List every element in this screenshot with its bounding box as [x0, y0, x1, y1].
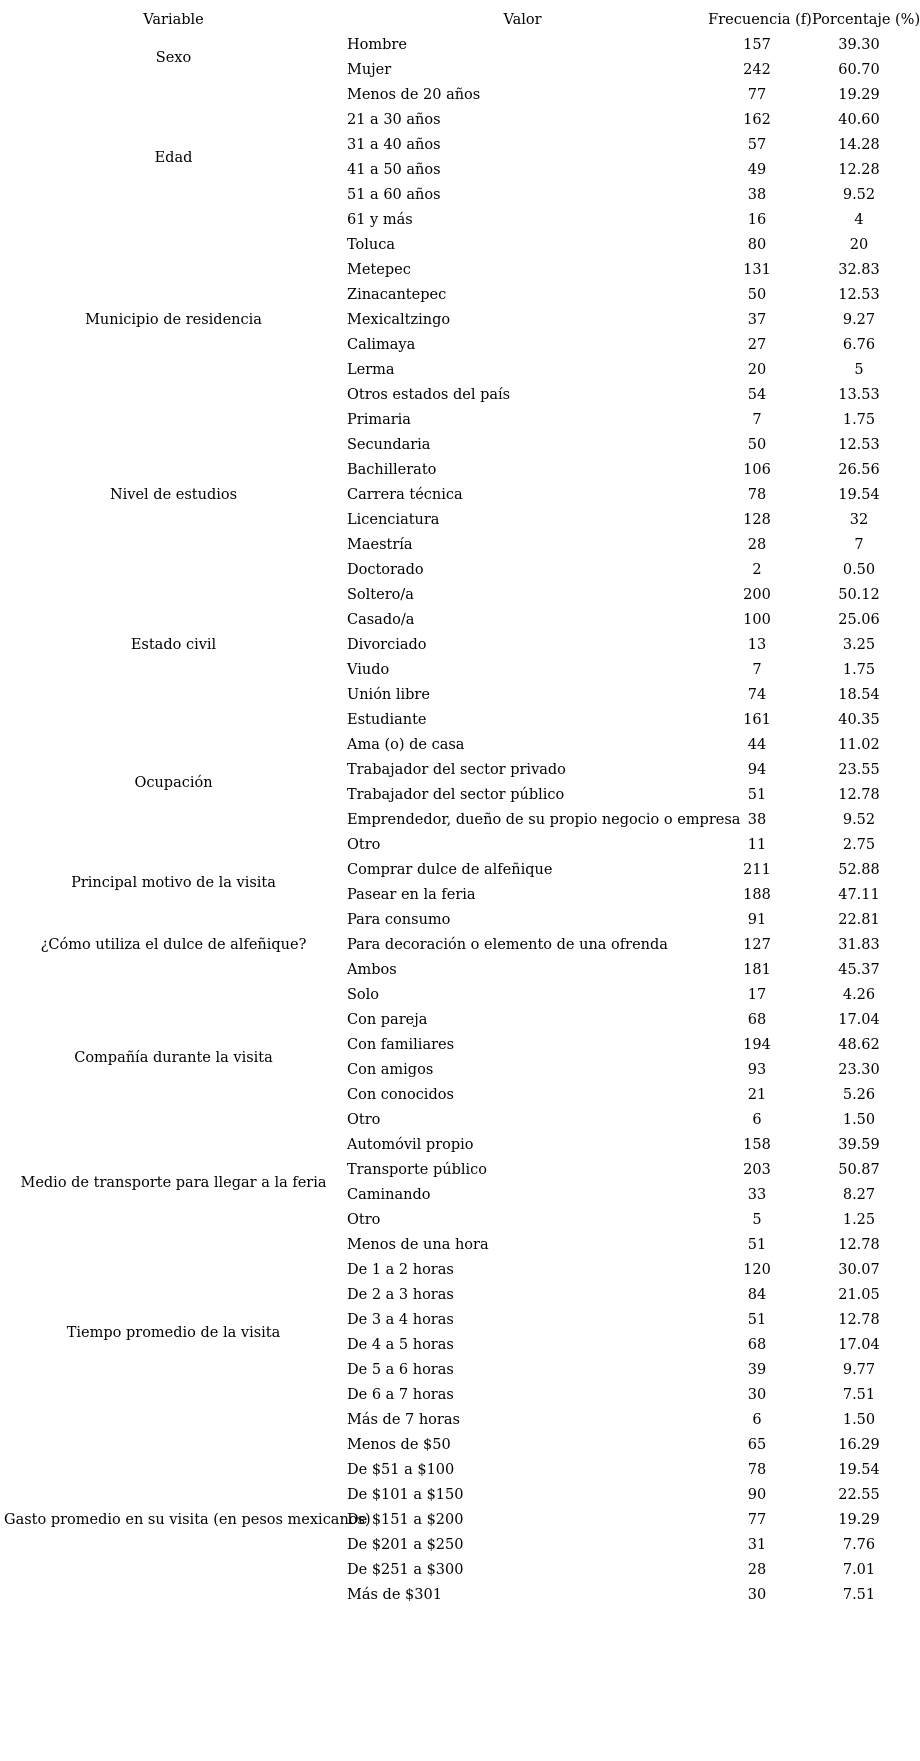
valor-cell: Menos de 20 años — [347, 87, 481, 103]
porcentaje-cell: 9.52 — [842, 812, 876, 828]
porcentaje-cell: 1.50 — [842, 1412, 876, 1428]
porcentaje-cell: 4 — [854, 212, 864, 228]
valor-cell: Licenciatura — [347, 512, 440, 528]
header-porcentaje: Porcentaje (%) — [812, 12, 920, 28]
table-row — [4, 1433, 906, 1458]
porcentaje-cell: 1.75 — [842, 412, 876, 428]
porcentaje-cell: 32.83 — [838, 262, 880, 278]
frecuencia-cell: 39 — [747, 1362, 767, 1378]
frecuencia-cell: 17 — [747, 987, 767, 1003]
porcentaje-cell: 12.28 — [838, 162, 880, 178]
table-body — [4, 33, 906, 1608]
valor-cell: 61 y más — [347, 212, 413, 228]
frecuencia-cell: 13 — [747, 637, 767, 653]
porcentaje-cell: 12.78 — [838, 1237, 880, 1253]
frecuencia-cell: 161 — [743, 712, 771, 728]
valor-cell: Mexicaltzingo — [347, 312, 451, 328]
porcentaje-cell: 7.76 — [842, 1537, 876, 1553]
frecuencia-cell: 7 — [752, 662, 762, 678]
frecuencia-cell: 6 — [752, 1112, 762, 1128]
valor-cell: De 5 a 6 horas — [347, 1362, 454, 1378]
valor-cell: Soltero/a — [347, 587, 414, 603]
porcentaje-cell: 48.62 — [838, 1037, 880, 1053]
porcentaje-cell: 23.30 — [838, 1062, 880, 1078]
porcentaje-cell: 39.30 — [838, 37, 880, 53]
porcentaje-cell: 26.56 — [838, 462, 880, 478]
valor-cell: 21 a 30 años — [347, 112, 441, 128]
valor-cell: Calimaya — [347, 337, 416, 353]
porcentaje-cell: 7.01 — [842, 1562, 876, 1578]
frecuencia-cell: 50 — [747, 287, 767, 303]
variable-cell: Compañía durante la visita — [74, 1049, 273, 1066]
valor-cell: Menos de una hora — [347, 1237, 489, 1253]
valor-cell: Estudiante — [347, 712, 427, 728]
porcentaje-cell: 19.54 — [838, 487, 880, 503]
valor-cell: Otro — [347, 837, 381, 853]
valor-cell: Para consumo — [347, 912, 451, 928]
valor-cell: Mujer — [347, 62, 392, 78]
porcentaje-cell: 7.51 — [842, 1587, 876, 1603]
table-row — [4, 583, 906, 608]
porcentaje-cell: 20 — [849, 237, 869, 253]
valor-cell: Lerma — [347, 362, 395, 378]
variable-cell: Estado civil — [130, 637, 217, 653]
frecuencia-cell: 194 — [743, 1037, 771, 1053]
frecuencia-cell: 128 — [743, 512, 771, 528]
variable-cell: Gasto promedio en su visita (en pesos mexicanos) — [4, 1512, 371, 1528]
valor-cell: Viudo — [347, 662, 390, 678]
variable-cell: Municipio de residencia — [85, 312, 262, 328]
frecuencia-cell: 16 — [747, 212, 767, 228]
frecuencia-cell: 7 — [752, 412, 762, 428]
variable-cell: Nivel de estudios — [109, 487, 238, 503]
frecuencia-cell: 120 — [743, 1262, 771, 1278]
frecuencia-cell: 49 — [747, 162, 767, 178]
variable-cell: ¿Cómo utiliza el dulce de alfeñique? — [40, 937, 307, 953]
valor-cell: Con familiares — [347, 1037, 455, 1053]
frecuencia-cell: 77 — [747, 87, 767, 103]
frecuencia-cell: 91 — [747, 912, 767, 928]
valor-cell: Trabajador del sector privado — [347, 762, 566, 778]
frecuencia-cell: 80 — [747, 237, 767, 253]
valor-cell: Doctorado — [347, 562, 424, 578]
valor-cell: Pasear en la feria — [347, 887, 476, 903]
table-row — [4, 33, 906, 58]
variable-cell: Medio de transporte para llegar a la feria — [20, 1174, 327, 1191]
valor-cell: Unión libre — [347, 687, 430, 703]
table-row — [4, 908, 906, 933]
frecuencia-cell: 65 — [747, 1437, 767, 1453]
valor-cell: Otros estados del país — [347, 387, 511, 403]
frecuencia-cell: 57 — [747, 137, 767, 153]
frecuencia-cell: 93 — [747, 1062, 767, 1078]
valor-cell: De 3 a 4 horas — [347, 1312, 454, 1328]
frecuencia-cell: 242 — [743, 62, 771, 78]
valor-cell: Para decoración o elemento de una ofrenda — [347, 937, 668, 953]
frecuencia-cell: 11 — [747, 837, 767, 853]
porcentaje-cell: 16.29 — [838, 1437, 880, 1453]
frecuencia-cell: 54 — [747, 387, 767, 403]
table-row — [4, 858, 906, 883]
porcentaje-cell: 12.78 — [838, 1312, 880, 1328]
frecuencia-cell: 27 — [747, 337, 767, 353]
porcentaje-cell: 21.05 — [838, 1287, 880, 1303]
frecuencia-cell: 84 — [747, 1287, 767, 1303]
porcentaje-cell: 11.02 — [838, 737, 880, 753]
valor-cell: Con amigos — [347, 1062, 434, 1078]
valor-cell: De 6 a 7 horas — [347, 1387, 454, 1403]
porcentaje-cell: 5 — [854, 362, 864, 378]
valor-cell: 51 a 60 años — [347, 187, 441, 203]
frecuencia-cell: 2 — [752, 562, 762, 578]
frecuencia-cell: 181 — [743, 962, 771, 978]
porcentaje-cell: 2.75 — [842, 837, 876, 853]
frecuencia-cell: 68 — [747, 1012, 767, 1028]
valor-cell: Trabajador del sector público — [347, 787, 565, 803]
frecuencia-cell: 21 — [747, 1087, 767, 1103]
valor-cell: Otro — [347, 1212, 381, 1228]
header-variable: Variable — [143, 12, 204, 28]
porcentaje-cell: 47.11 — [838, 887, 880, 903]
valor-cell: De $251 a $300 — [347, 1562, 464, 1578]
porcentaje-cell: 45.37 — [838, 962, 880, 978]
valor-cell: De $101 a $150 — [347, 1487, 464, 1503]
porcentaje-cell: 1.50 — [842, 1112, 876, 1128]
valor-cell: De $151 a $200 — [347, 1512, 464, 1528]
frecuencia-cell: 203 — [743, 1162, 771, 1178]
porcentaje-cell: 7 — [854, 537, 864, 553]
valor-cell: De 2 a 3 horas — [347, 1287, 454, 1303]
valor-cell: Solo — [347, 987, 380, 1003]
valor-cell: Casado/a — [347, 612, 415, 628]
valor-cell: De 1 a 2 horas — [347, 1262, 454, 1278]
table-row — [4, 408, 906, 433]
valor-cell: Caminando — [347, 1187, 431, 1203]
valor-cell: Zinacantepec — [347, 287, 447, 303]
variable-cell: Sexo — [155, 49, 192, 66]
frecuencia-cell: 94 — [747, 762, 767, 778]
porcentaje-cell: 9.77 — [842, 1362, 876, 1378]
frecuencia-cell: 200 — [743, 587, 771, 603]
frecuencia-cell: 78 — [747, 1462, 767, 1478]
porcentaje-cell: 12.78 — [838, 787, 880, 803]
porcentaje-cell: 17.04 — [838, 1337, 880, 1353]
variable-cell: Ocupación — [134, 774, 213, 791]
frecuencia-cell: 50 — [747, 437, 767, 453]
porcentaje-cell: 17.04 — [838, 1012, 880, 1028]
valor-cell: Más de $301 — [347, 1587, 442, 1603]
porcentaje-cell: 8.27 — [842, 1187, 876, 1203]
valor-cell: Menos de $50 — [347, 1437, 451, 1453]
table-row — [4, 1133, 906, 1158]
valor-cell: Con pareja — [347, 1012, 428, 1028]
porcentaje-cell: 9.52 — [842, 187, 876, 203]
frecuencia-cell: 38 — [747, 812, 767, 828]
frecuencia-cell: 78 — [747, 487, 767, 503]
frecuencia-cell: 28 — [747, 1562, 767, 1578]
frecuencia-cell: 188 — [743, 887, 771, 903]
porcentaje-cell: 12.53 — [838, 437, 880, 453]
porcentaje-cell: 9.27 — [842, 312, 876, 328]
table-row — [4, 233, 906, 258]
header-valor: Valor — [503, 12, 542, 28]
valor-cell: Transporte público — [347, 1162, 488, 1178]
valor-cell: Ama (o) de casa — [347, 737, 465, 753]
frecuencia-cell: 51 — [747, 787, 767, 803]
porcentaje-cell: 13.53 — [838, 387, 880, 403]
porcentaje-cell: 30.07 — [838, 1262, 880, 1278]
valor-cell: Bachillerato — [347, 462, 437, 478]
frecuencia-cell: 33 — [747, 1187, 767, 1203]
valor-cell: Con conocidos — [347, 1087, 454, 1103]
table-header-row — [4, 8, 906, 33]
porcentaje-cell: 19.54 — [838, 1462, 880, 1478]
porcentaje-cell: 19.29 — [838, 87, 880, 103]
porcentaje-cell: 5.26 — [842, 1087, 876, 1103]
valor-cell: De 4 a 5 horas — [347, 1337, 454, 1353]
porcentaje-cell: 23.55 — [838, 762, 880, 778]
porcentaje-cell: 7.51 — [842, 1387, 876, 1403]
valor-cell: De $51 a $100 — [347, 1462, 455, 1478]
valor-cell: Emprendedor, dueño de su propio negocio o empresa — [347, 812, 741, 828]
valor-cell: Metepec — [347, 262, 411, 278]
porcentaje-cell: 31.83 — [838, 937, 880, 953]
valor-cell: Otro — [347, 1112, 381, 1128]
porcentaje-cell: 4.26 — [842, 987, 876, 1003]
frecuencia-cell: 90 — [747, 1487, 767, 1503]
frequency-table — [4, 8, 920, 1608]
table-row — [4, 1233, 906, 1258]
porcentaje-cell: 50.12 — [838, 587, 880, 603]
valor-cell: Divorciado — [347, 637, 427, 653]
variable-cell: Principal motivo de la visita — [71, 874, 276, 891]
valor-cell: Más de 7 horas — [347, 1412, 460, 1428]
valor-cell: Carrera técnica — [347, 487, 463, 503]
porcentaje-cell: 52.88 — [838, 862, 880, 878]
valor-cell: Automóvil propio — [347, 1137, 474, 1153]
porcentaje-cell: 40.35 — [838, 712, 880, 728]
table-row — [4, 83, 906, 108]
valor-cell: 31 a 40 años — [347, 137, 441, 153]
valor-cell: Maestría — [347, 537, 413, 553]
frecuencia-cell: 106 — [743, 462, 771, 478]
frecuencia-cell: 30 — [747, 1587, 767, 1603]
variable-cell: Tiempo promedio de la visita — [66, 1324, 281, 1341]
frecuencia-cell: 31 — [747, 1537, 767, 1553]
porcentaje-cell: 32 — [849, 512, 869, 528]
frecuencia-cell: 20 — [747, 362, 767, 378]
frecuencia-cell: 38 — [747, 187, 767, 203]
frecuencia-cell: 51 — [747, 1312, 767, 1328]
porcentaje-cell: 6.76 — [842, 337, 876, 353]
valor-cell: 41 a 50 años — [347, 162, 441, 178]
porcentaje-cell: 22.55 — [838, 1487, 880, 1503]
porcentaje-cell: 1.25 — [842, 1212, 876, 1228]
porcentaje-cell: 0.50 — [842, 562, 876, 578]
porcentaje-cell: 19.29 — [838, 1512, 880, 1528]
valor-cell: Toluca — [347, 237, 396, 253]
frecuencia-cell: 5 — [752, 1212, 762, 1228]
valor-cell: De $201 a $250 — [347, 1537, 464, 1553]
variable-cell: Edad — [154, 149, 193, 166]
frecuencia-cell: 77 — [747, 1512, 767, 1528]
valor-cell: Primaria — [347, 412, 411, 428]
frecuencia-cell: 162 — [743, 112, 771, 128]
valor-cell: Ambos — [347, 962, 397, 978]
frecuencia-cell: 158 — [743, 1137, 771, 1153]
table-row — [4, 983, 906, 1008]
frecuencia-cell: 28 — [747, 537, 767, 553]
header-frecuencia: Frecuencia (f) — [708, 12, 812, 28]
porcentaje-cell: 18.54 — [838, 687, 880, 703]
porcentaje-cell: 14.28 — [838, 137, 880, 153]
porcentaje-cell: 39.59 — [838, 1137, 880, 1153]
frecuencia-cell: 44 — [747, 737, 767, 753]
frecuencia-cell: 51 — [747, 1237, 767, 1253]
porcentaje-cell: 1.75 — [842, 662, 876, 678]
porcentaje-cell: 40.60 — [838, 112, 880, 128]
valor-cell: Hombre — [347, 37, 407, 53]
frecuencia-cell: 127 — [743, 937, 771, 953]
porcentaje-cell: 12.53 — [838, 287, 880, 303]
frecuencia-cell: 100 — [743, 612, 771, 628]
porcentaje-cell: 50.87 — [838, 1162, 880, 1178]
porcentaje-cell: 3.25 — [842, 637, 876, 653]
frecuencia-cell: 211 — [743, 862, 771, 878]
valor-cell: Comprar dulce de alfeñique — [347, 862, 553, 878]
frecuencia-cell: 37 — [747, 312, 767, 328]
frecuencia-cell: 6 — [752, 1412, 762, 1428]
frecuencia-cell: 74 — [747, 687, 767, 703]
porcentaje-cell: 25.06 — [838, 612, 880, 628]
frecuencia-cell: 157 — [743, 37, 771, 53]
porcentaje-cell: 60.70 — [838, 62, 880, 78]
table-row — [4, 708, 906, 733]
frecuencia-cell: 30 — [747, 1387, 767, 1403]
porcentaje-cell: 22.81 — [838, 912, 880, 928]
valor-cell: Secundaria — [347, 437, 431, 453]
frecuencia-cell: 131 — [743, 262, 771, 278]
frecuencia-cell: 68 — [747, 1337, 767, 1353]
